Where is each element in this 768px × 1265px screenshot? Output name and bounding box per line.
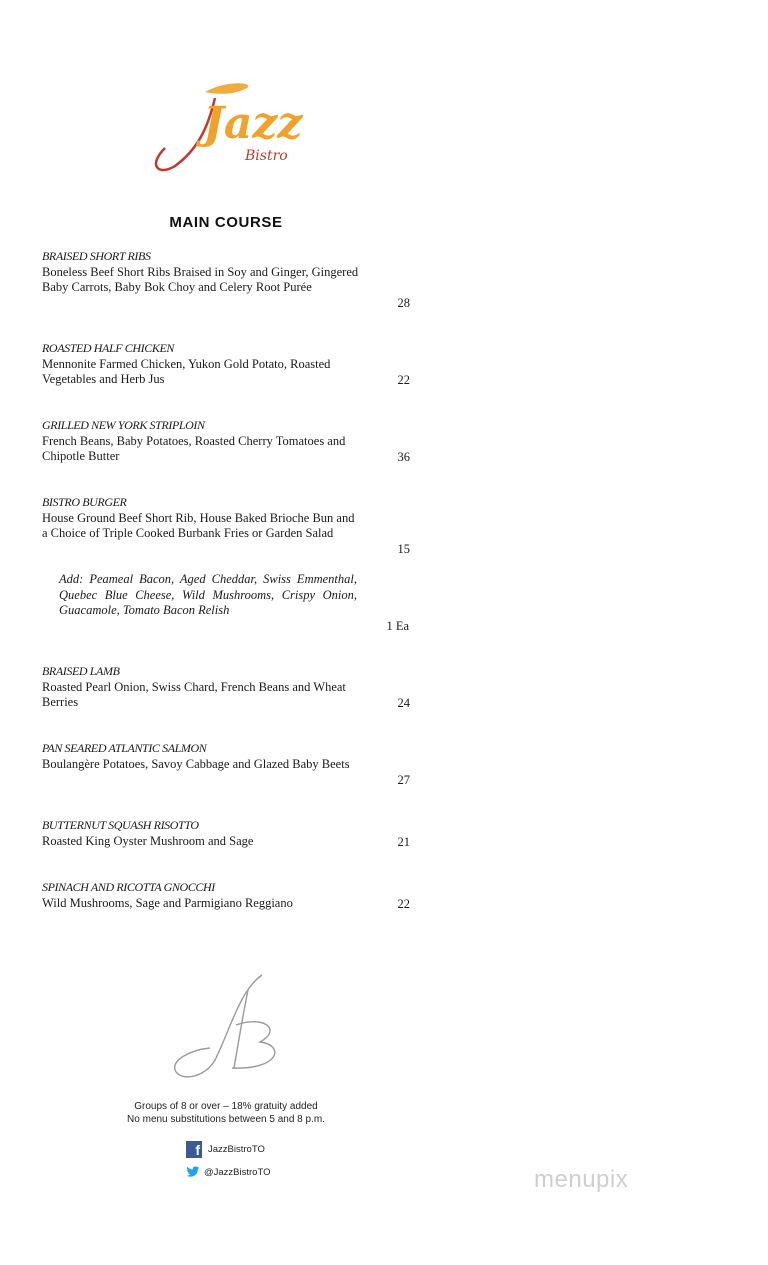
- item-price: 22: [397, 372, 410, 387]
- facebook-handle: JazzBistroTO: [208, 1143, 265, 1155]
- facebook-icon: f: [186, 1141, 202, 1158]
- jazz-bistro-logo: [145, 78, 305, 178]
- item-description: Roasted King Oyster Mushroom and Sage: [42, 833, 254, 848]
- menu-item: [42, 495, 412, 557]
- item-description: House Ground Beef Short Rib, House Baked Brioche Bun and a Choice of Triple Cooked Burbank Fries or Garden Salad: [42, 510, 355, 540]
- addon-price: 1 Ea: [386, 618, 409, 633]
- menupix-watermark: menupix: [534, 1166, 629, 1193]
- logo-text: Jazz: [203, 98, 303, 149]
- menu-item: [42, 664, 412, 711]
- item-name: GRILLED NEW YORK STRIPLOIN: [42, 418, 205, 432]
- gratuity-note: Groups of 8 or over – 18% gratuity added: [134, 1101, 318, 1112]
- addon-text: Add: Peameal Bacon, Aged Cheddar, Swiss Emmenthal, Quebec Blue Cheese, Wild Mushrooms, Crispy Onion, Guacamole, Tomato Bacon Relish: [59, 572, 357, 617]
- logo-subtext: Bistro: [245, 148, 288, 164]
- item-price: 15: [397, 541, 410, 556]
- burger-addon: [59, 572, 409, 634]
- menu-item: [42, 880, 412, 912]
- item-name: SPINACH AND RICOTTA GNOCCHI: [42, 880, 215, 894]
- item-description: French Beans, Baby Potatoes, Roasted Cherry Tomatoes and Chipotle Butter: [42, 433, 346, 463]
- footer-notes: [0, 1100, 452, 1126]
- menu-item: [42, 418, 412, 465]
- jb-monogram: [170, 970, 285, 1085]
- menu-item: [42, 741, 412, 788]
- twitter-icon: [186, 1166, 200, 1178]
- item-description: Mennonite Farmed Chicken, Yukon Gold Potato, Roasted Vegetables and Herb Jus: [42, 356, 331, 386]
- item-price: 21: [397, 834, 410, 849]
- item-name: BISTRO BURGER: [42, 495, 127, 509]
- menu-item: [42, 249, 412, 311]
- monogram-text: JB: [170, 970, 172, 971]
- item-price: 28: [397, 295, 410, 310]
- item-name: ROASTED HALF CHICKEN: [42, 341, 175, 355]
- item-price: 36: [397, 449, 410, 464]
- menu-item: [42, 341, 412, 388]
- item-description: Roasted Pearl Onion, Swiss Chard, French Beans and Wheat Berries: [42, 679, 346, 709]
- item-price: 22: [397, 896, 410, 911]
- item-description: Boneless Beef Short Ribs Braised in Soy and Ginger, Gingered Baby Carrots, Baby Bok Choy and Celery Root Purée: [42, 264, 359, 294]
- item-description: Boulangère Potatoes, Savoy Cabbage and Glazed Baby Beets: [42, 756, 350, 771]
- substitution-note: No menu substitutions between 5 and 8 p.m.: [127, 1114, 325, 1125]
- item-description: Wild Mushrooms, Sage and Parmigiano Reggiano: [42, 895, 293, 910]
- item-name: BRAISED SHORT RIBS: [42, 249, 151, 263]
- section-title: MAIN COURSE: [169, 214, 283, 231]
- menu-item: [42, 818, 412, 850]
- facebook-link[interactable]: [186, 1140, 265, 1158]
- twitter-handle: @JazzBistroTO: [204, 1166, 271, 1178]
- item-name: BUTTERNUT SQUASH RISOTTO: [42, 818, 199, 832]
- twitter-link[interactable]: [186, 1163, 270, 1181]
- item-price: 27: [397, 772, 410, 787]
- item-price: 24: [397, 695, 410, 710]
- item-name: PAN SEARED ATLANTIC SALMON: [42, 741, 207, 755]
- item-name: BRAISED LAMB: [42, 664, 120, 678]
